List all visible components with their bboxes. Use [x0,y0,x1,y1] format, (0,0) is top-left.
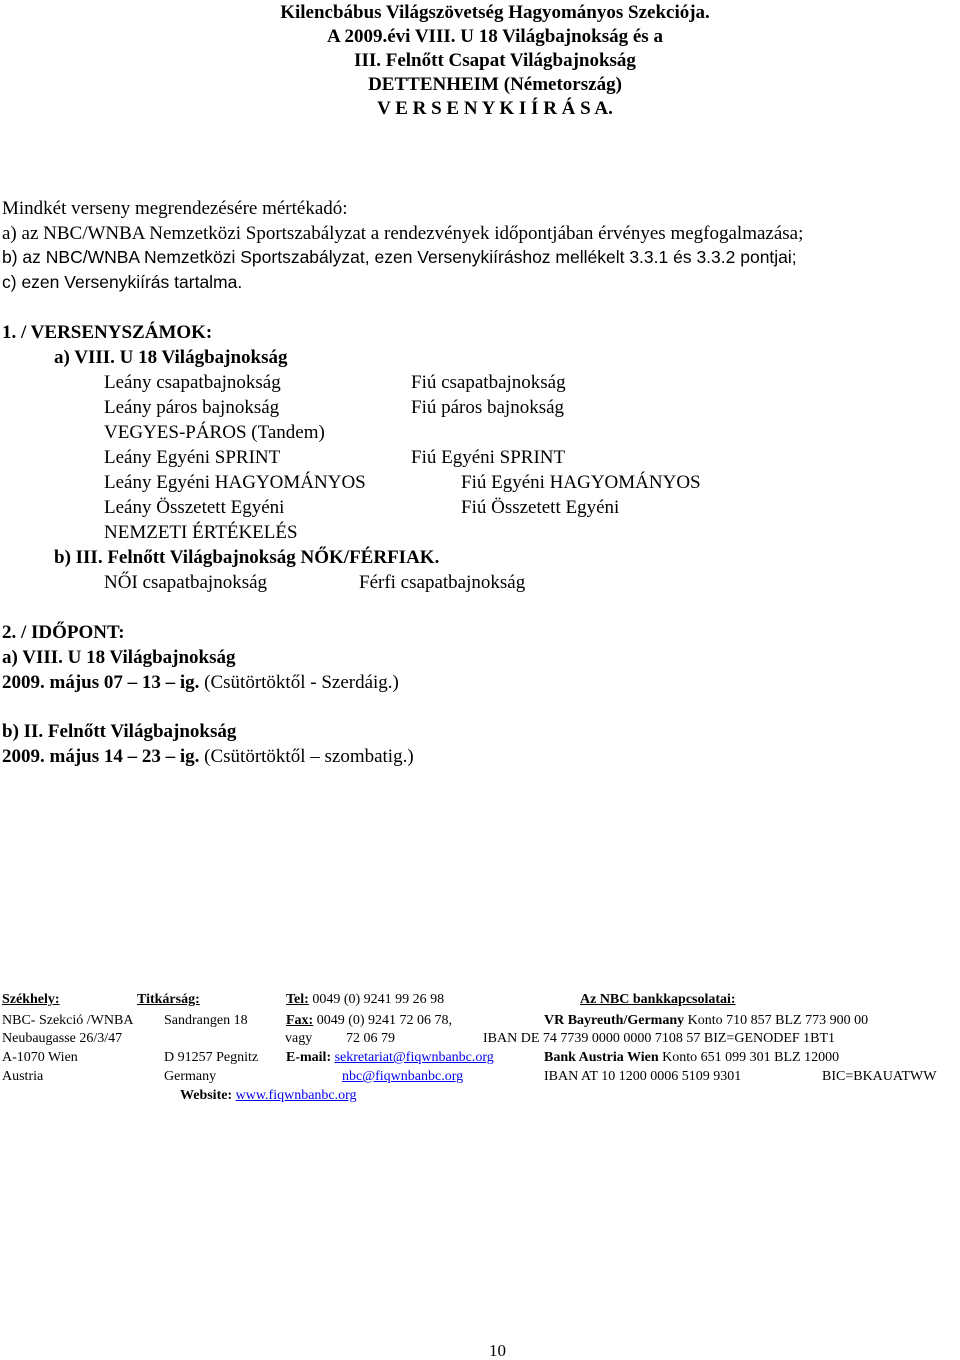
website-label: Website [180,1088,228,1103]
section2-heading: 2. / IDŐPONT: [2,622,125,643]
event-left: VEGYES-PÁROS (Tandem) [104,422,325,443]
section2-b-date-line [2,747,414,766]
footer-secretariat-label: Titkárság: [137,992,200,1007]
intro-item-a: a) az NBC/WNBA Nemzetközi Sportszabályzat a rendezvények időpontjában érvényes megfogalmazása; [2,223,804,244]
footer-website: Website: www.fiqwnbanbc.org [180,1088,357,1103]
event-right: Fiú Összetett Egyéni [461,497,620,518]
bank1-iban: IBAN DE 74 7739 0000 0000 7108 57 BIZ=GENODEF 1BT1 [483,1031,836,1046]
bank-title: Az NBC bankkapcsolatai: [580,992,736,1007]
footer-fax [286,1014,452,1028]
intro-item-b: b) az NBC/WNBA Nemzetközi Sportszabályzat, ezen Versenykiíráshoz mellékelt 3.3.1 és 3.3.2 pontjai; [2,247,797,267]
section2-a-days: (Csütörtöktől - Szerdáig.) [204,672,399,693]
footer-seat-line: A-1070 Wien [2,1050,78,1065]
footer-email [286,1051,494,1065]
women-team-event: NŐI csapatbajnokság [104,572,268,593]
footer-seat-label: Székhely: [2,992,60,1007]
footer-seat-line: NBC- Szekció /WNBA [2,1013,134,1028]
email-link-1[interactable]: sekretariat@fiqwnbanbc.org [334,1050,494,1065]
section1-b-heading: b) III. Felnőtt Világbajnokság NŐK/FÉRFIAK. [54,547,440,568]
section2-a-heading: a) VIII. U 18 Világbajnokság [2,647,236,668]
tel-value: 0049 (0) 9241 99 26 98 [312,992,445,1007]
header-line-3: III. Felnőtt Csapat Világbajnokság [354,50,636,71]
event-left: Leány Egyéni SPRINT [104,447,281,468]
event-left: Leány csapatbajnokság [104,372,281,393]
fax-label: Fax: [286,1013,314,1028]
intro-item-c: c) ezen Versenykiírás tartalma. [2,272,243,292]
event-right: Fiú Egyéni HAGYOMÁNYOS [461,472,701,493]
bank2-bic: BIC=BKAUATWW [822,1069,937,1084]
bank1-line [544,1014,868,1028]
footer-seat-line: Neubaugasse 26/3/47 [2,1031,123,1046]
email-label: E-mail: [286,1050,332,1065]
event-left: Leány Összetett Egyéni [104,497,285,518]
footer-seat-line: Austria [2,1069,44,1084]
section2-b-days: (Csütörtöktől – szombatig.) [204,746,414,767]
section1-a-heading: a) VIII. U 18 Világbajnokság [54,347,288,368]
header-line-4: DETTENHEIM (Németország) [368,74,622,95]
header-line-1: Kilencbábus Világszövetség Hagyományos Szekciója. [280,2,710,23]
intro-lead: Mindkét verseny megrendezésére mértékadó: [2,198,348,219]
section2-a-date: 2009. május 07 – 13 – ig. [2,672,200,693]
header-line-2: A 2009.évi VIII. U 18 Világbajnokság és a [327,26,663,47]
footer-secretariat-line: Sandrangen 18 [164,1013,248,1028]
section2-a-date-line [2,673,399,692]
footer-secretariat-line: Germany [164,1069,217,1084]
footer-fax-alt-value: 72 06 79 [346,1031,395,1046]
bank2-konto: Konto 651 099 301 BLZ 12000 [662,1050,840,1065]
event-left: Leány páros bajnokság [104,397,280,418]
bank1-name: VR Bayreuth/Germany [544,1013,685,1028]
men-team-event: Férfi csapatbajnokság [359,572,526,593]
footer-fax-alt-word: vagy [285,1031,313,1046]
event-left: Leány Egyéni HAGYOMÁNYOS [104,472,366,493]
event-right: Fiú Egyéni SPRINT [411,447,566,468]
bank2-name: Bank Austria Wien [544,1050,659,1065]
section1-heading: 1. / VERSENYSZÁMOK: [2,322,213,343]
event-right: Fiú csapatbajnokság [411,372,566,393]
bank2-line [544,1051,839,1065]
section2-b-date: 2009. május 14 – 23 – ig. [2,746,200,767]
bank1-konto: Konto 710 857 BLZ 773 900 00 [687,1013,869,1028]
footer-tel [286,993,444,1007]
section2-b-heading: b) II. Felnőtt Világbajnokság [2,721,237,742]
page-number: 10 [489,1341,506,1360]
website-link[interactable]: www.fiqwnbanbc.org [235,1088,357,1103]
bank2-iban: IBAN AT 10 1200 0006 5109 9301 [544,1069,742,1084]
header-line-5: V E R S E N Y K I Í R Á S A. [377,98,613,119]
fax-value: 0049 (0) 9241 72 06 78, [316,1013,453,1028]
event-right: Fiú páros bajnokság [411,397,565,418]
tel-label: Tel: [286,992,309,1007]
event-left: NEMZETI ÉRTÉKELÉS [104,522,298,543]
email-link-2[interactable]: nbc@fiqwnbanbc.org [342,1069,464,1084]
footer-secretariat-line: D 91257 Pegnitz [164,1050,259,1065]
